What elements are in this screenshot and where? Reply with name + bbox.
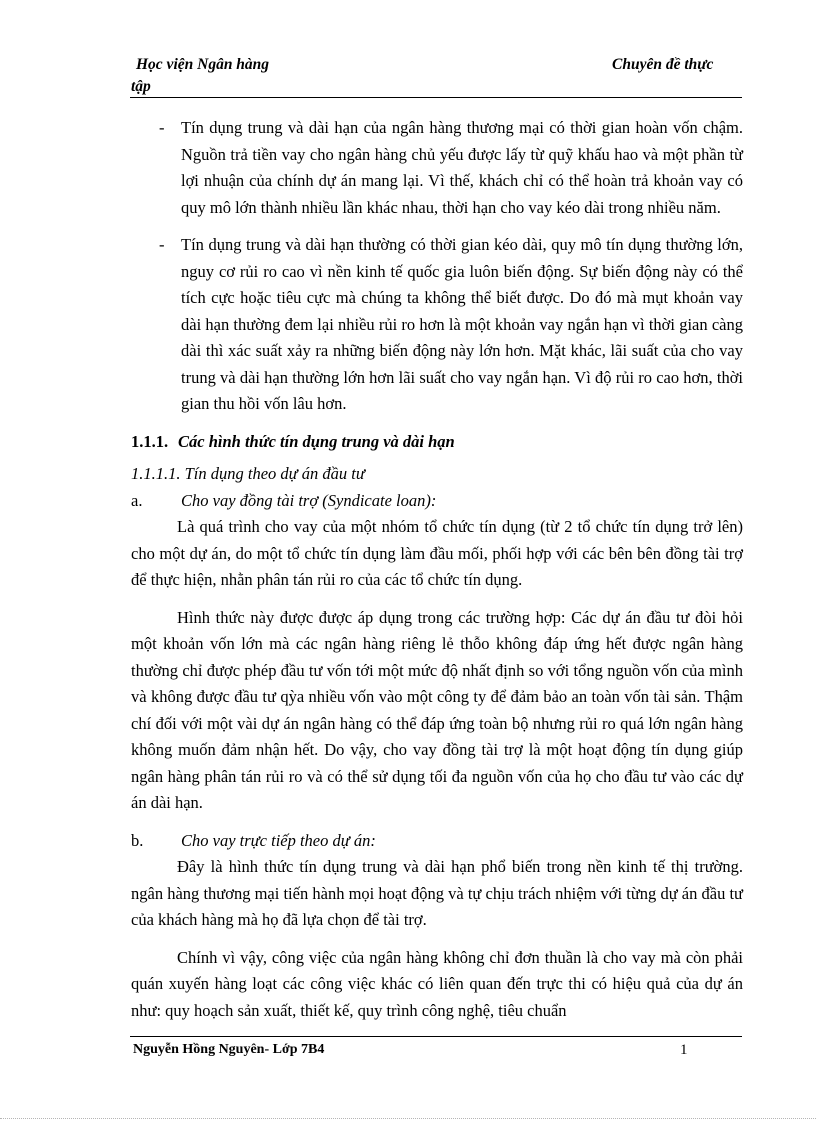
document-body [131,115,743,1024]
section-heading [131,429,743,456]
bullet-item [131,232,743,418]
item-a-label: a. [131,490,143,510]
page-edge [0,1118,816,1119]
header-rule [130,97,742,98]
paragraph: Là quá trình cho vay của một nhóm tổ chức tín dụng (từ 2 tổ chức tín dụng trở lên) cho một dự án, do một tổ chức tín dụng làm đầu mối, phối hợp với các bên bên đồng tài trợ để thực hiện, nhằn phân tán rủi ro của các tổ chức tín dụng. [131,517,743,589]
item-b-heading [131,828,743,855]
paragraph: Chính vì vậy, công việc của ngân hàng không chỉ đơn thuần là cho vay mà còn phải quán xuyến hàng loạt các công việc khác có liên quan đến trực thi có hiệu quả của dự án như: quy hoạch sản xuất, thiết kế, quy trình công nghệ, tiêu chuẩn [131,947,743,1020]
paragraph: Hình thức này được được áp dụng trong các trường hợp: Các dự án đầu tư đòi hỏi một khoản vốn lớn mà các ngân hàng riêng lẻ thỗo không đáp ứng hết được ngân hàng thường chỉ được phép đầu tư vốn tới một mức độ nhất định so với tổng nguồn vốn của mình và không được đầu tư qỳa nhiều vốn vào một công ty để đảm bảo an toàn vốn tài sản. Thậm chí đối với một vài dự án ngân hàng có thể đáp ứng toàn bộ nhưng rủi ro quá lớn ngân hàng không muốn đảm nhận hết. Do vậy, cho vay đồng tài trợ là một hoạt động tín dụng giúp ngân hàng phân tán rủi ro và có thể sử dụng tối đa nguồn vốn của họ cho đầu tư vào các dự án dài hạn. [131,607,743,812]
page-number: 1 [680,1042,688,1058]
bullet-item [131,115,743,221]
item-b-label: b. [131,830,144,850]
section-title: Các hình thức tín dụng trung và dài hạn [178,431,455,451]
bullet-text: Tín dụng trung và dài hạn của ngân hàng thương mại có thời gian hoàn vốn chậm. Nguồn trả tiền vay cho ngân hàng chủ yếu được lấy từ quỹ khấu hao và một phần từ lợi nhuận của chính dự án mang lại. Vì thế, khách chỉ có thể hoàn trả khoản vay có quy mô lớn thành nhiều lần khác nhau, thời hạn cho vay kéo dài trong nhiều năm. [181,118,743,217]
section-number: 1.1.1. [131,431,169,451]
subsection-heading: 1.1.1.1. Tín dụng theo dự án đầu tư [131,464,365,483]
item-a-title: Cho vay đồng tài trợ (Syndicate loan): [181,490,437,510]
paragraph: Đây là hình thức tín dụng trung và dài hạn phổ biến trong nền kinh tế thị trường. ngân hàng thương mại tiến hành mọi hoạt động và tự chịu trách nhiệm với từng dự án đầu tư của khách hàng mà họ đã lựa chọn để tài trợ. [131,857,743,929]
bullet-marker: - [159,118,165,137]
header-continuation: tập [131,78,151,95]
item-a-heading [131,488,743,515]
footer-rule [130,1036,742,1037]
header-right: Chuyên đề thực [612,56,714,73]
bullet-text: Tín dụng trung và dài hạn thường có thời gian kéo dài, quy mô tín dụng thường lớn, nguy cơ rủi ro cao vì nền kinh tế quốc gia luôn biến động. Sự biến động này có thể tích cực hoặc tiêu cực mà chúng ta không thể biết được. Do đó mà mụt khoản vay dài hạn thường đem lại nhiều rủi ro hơn là một khoản vay ngắn hạn vì thời gian càng dài thì xác suất xảy ra những biến động này lớn hơn. Mặt khác, lãi suất của cho vay trung và dài hạn thường lớn hơn lãi suất cho vay ngắn hạn. Vì độ rủi ro cao hơn, thời gian thu hồi vốn lâu hơn. [181,235,743,413]
bullet-marker: - [159,235,165,254]
footer-author: Nguyễn Hồng Nguyên- Lớp 7B4 [133,1042,325,1057]
header-left: Học viện Ngân hàng [136,56,270,73]
item-b-title: Cho vay trực tiếp theo dự án: [181,830,376,850]
